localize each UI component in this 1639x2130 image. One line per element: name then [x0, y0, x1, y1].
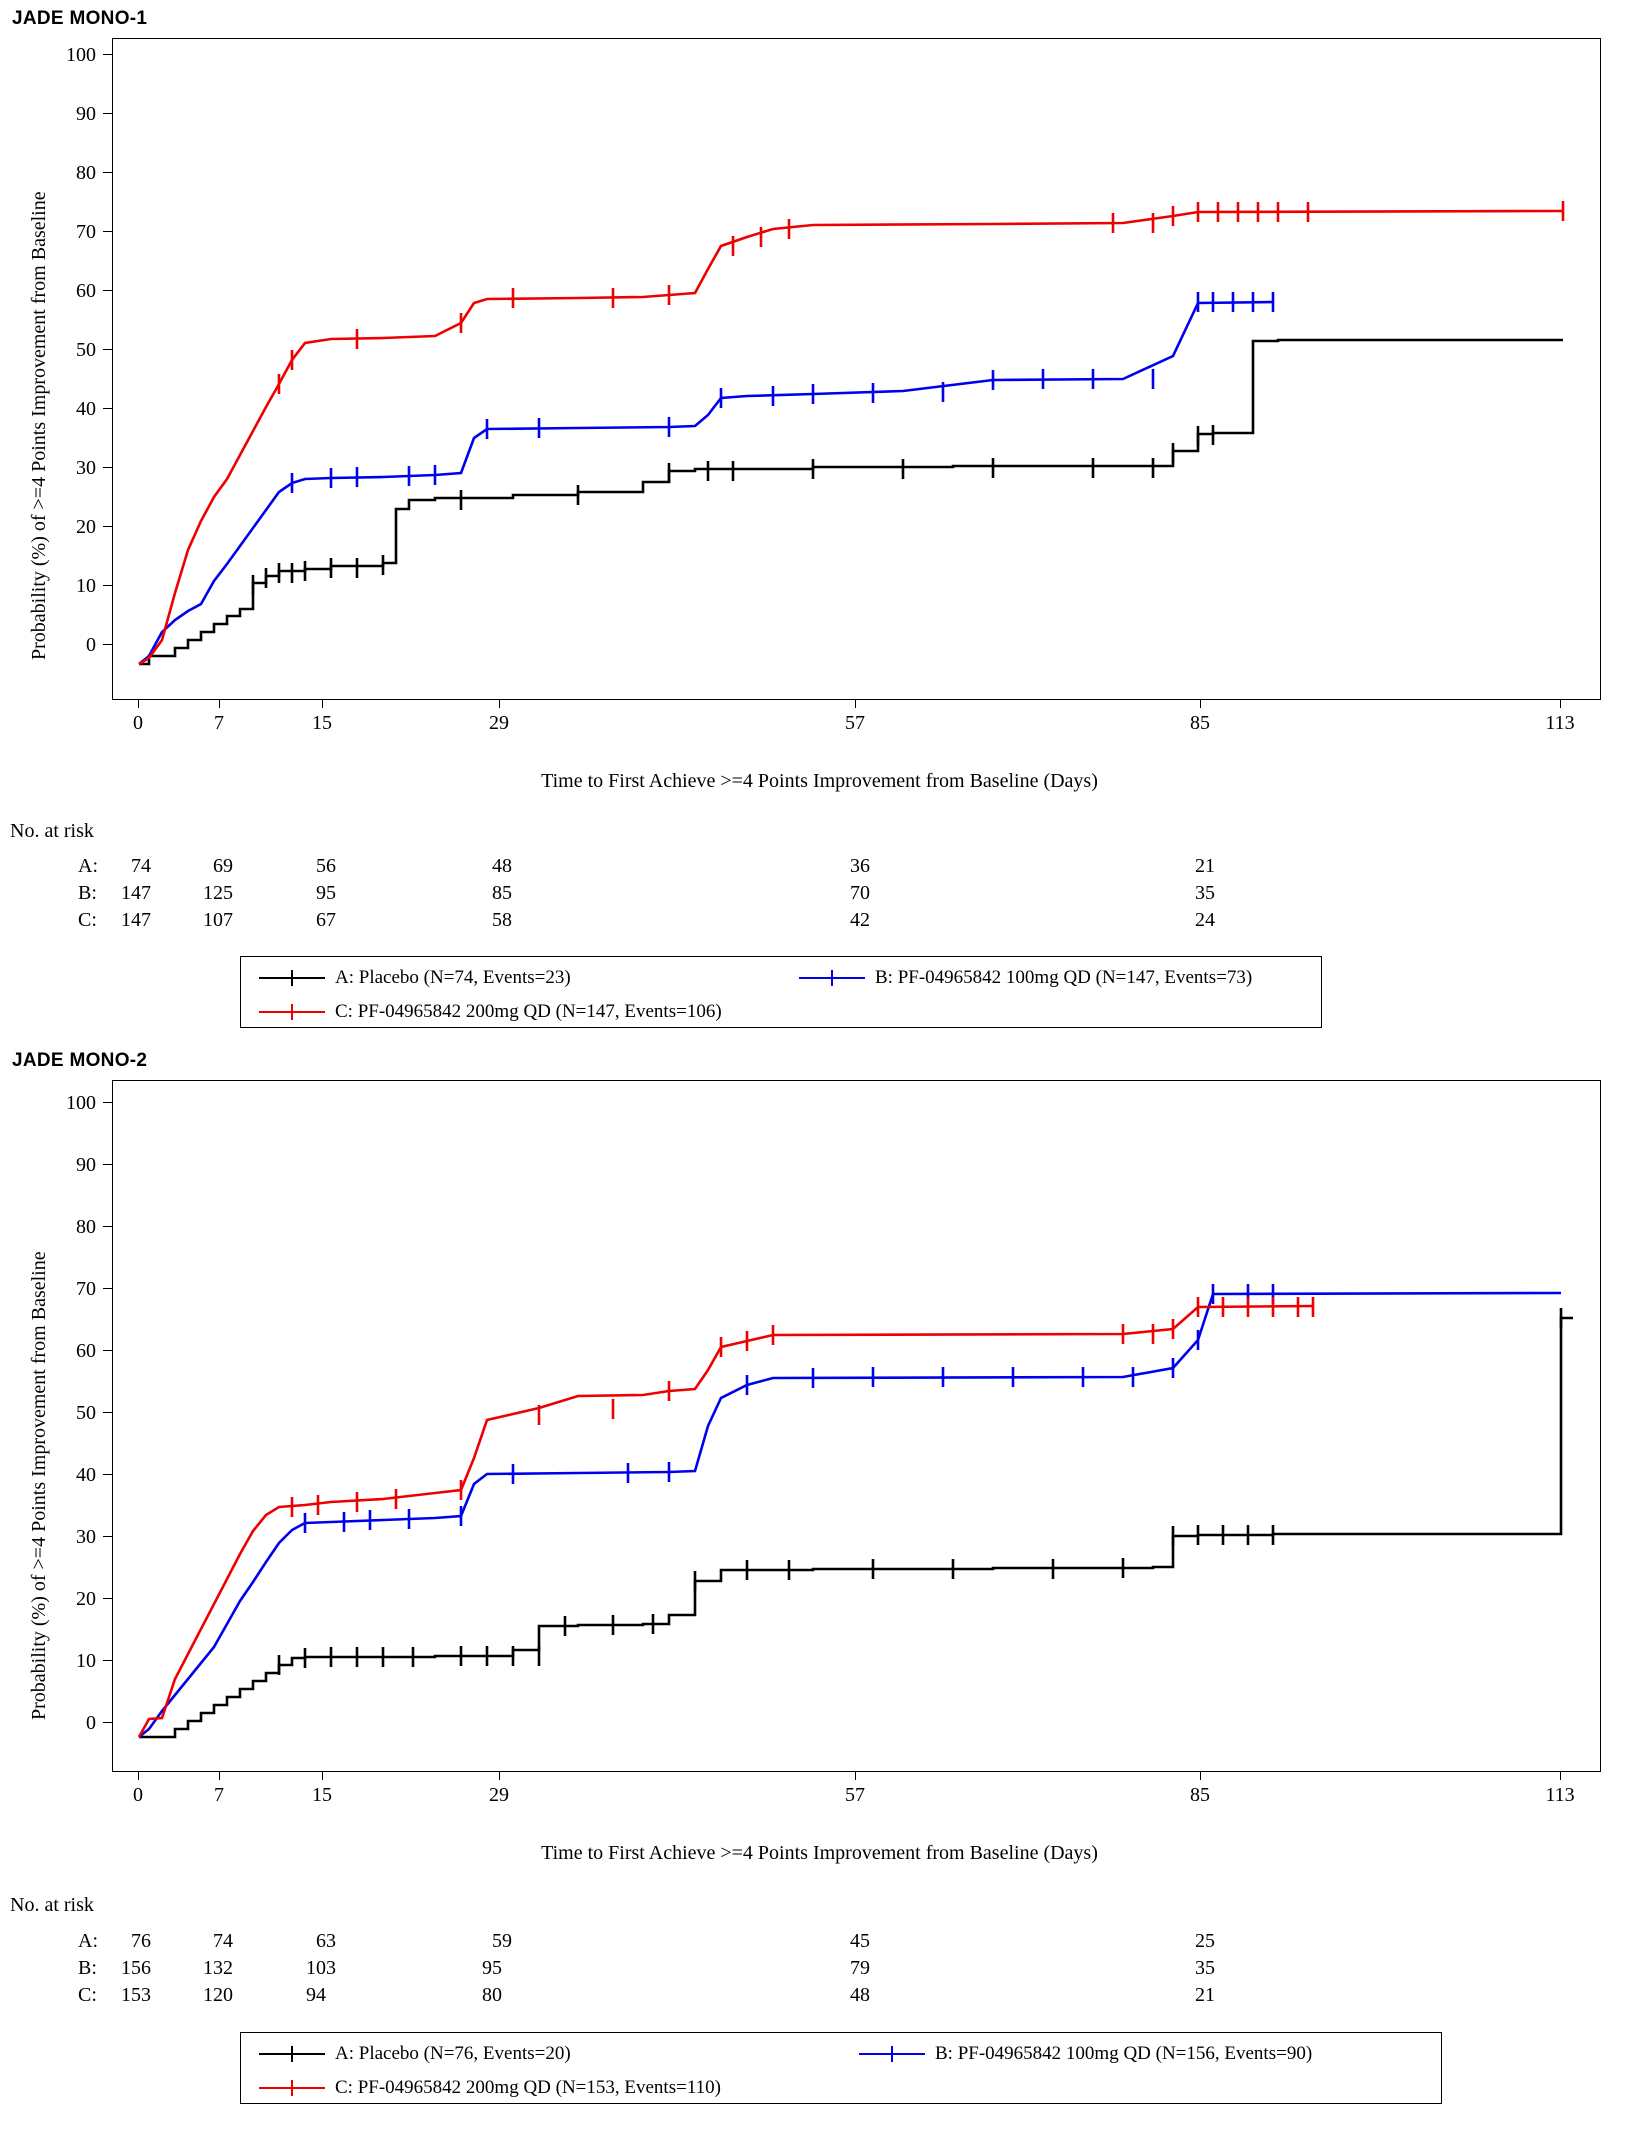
legend-item-c	[259, 1001, 722, 1023]
risk-value: 76	[131, 1930, 151, 1952]
y-tick-label: 40	[76, 1464, 96, 1486]
legend-item-a	[259, 967, 799, 989]
x-axis-label: Time to First Achieve >=4 Points Improvement from Baseline (Days)	[541, 770, 1098, 792]
y-axis-label: Probability (%) of >=4 Points Improvement from Baseline	[28, 1251, 50, 1720]
y-tick-label: 80	[76, 1216, 96, 1238]
risk-row-label: B:	[78, 882, 97, 904]
survival-curves-2	[113, 1081, 1598, 1769]
risk-value: 58	[492, 909, 512, 931]
risk-value: 95	[316, 882, 336, 904]
x-tick-label: 113	[1545, 712, 1575, 734]
y-tick-label: 60	[76, 280, 96, 302]
x-tick-label: 15	[312, 712, 332, 734]
y-tick-label: 70	[76, 1278, 96, 1300]
risk-value: 21	[1195, 1984, 1215, 2006]
y-tick-label: 100	[66, 1092, 96, 1114]
x-tick-label: 85	[1190, 1784, 1210, 1806]
risk-value: 35	[1195, 1957, 1215, 1979]
y-tick-label: 60	[76, 1340, 96, 1362]
risk-row-label: A:	[78, 1930, 98, 1952]
y-tick-label: 90	[76, 103, 96, 125]
x-axis-label: Time to First Achieve >=4 Points Improvement from Baseline (Days)	[541, 1842, 1098, 1864]
risk-value: 59	[492, 1930, 512, 1952]
risk-value: 95	[482, 1957, 502, 1979]
x-tick-label: 7	[214, 712, 224, 734]
risk-value: 153	[121, 1984, 151, 2006]
legend-item-a	[259, 2043, 859, 2065]
risk-row-label: A:	[78, 855, 98, 877]
x-tick-label: 57	[845, 1784, 865, 1806]
risk-value: 147	[121, 882, 151, 904]
risk-value: 132	[203, 1957, 233, 1979]
panel-title: JADE MONO-1	[12, 8, 148, 29]
risk-value: 156	[121, 1957, 151, 1979]
risk-value: 45	[850, 1930, 870, 1952]
table-row	[78, 1984, 1378, 2011]
risk-value: 69	[213, 855, 233, 877]
legend-2	[240, 2032, 1442, 2104]
risk-value: 94	[306, 1984, 326, 2006]
x-tick-label: 7	[214, 1784, 224, 1806]
risk-value: 24	[1195, 909, 1215, 931]
risk-value: 125	[203, 882, 233, 904]
survival-curves-1	[113, 39, 1598, 697]
table-row	[78, 855, 1378, 882]
panel-title: JADE MONO-2	[12, 1050, 148, 1071]
x-tick-label: 0	[133, 1784, 143, 1806]
risk-value: 35	[1195, 882, 1215, 904]
legend-marker-red	[259, 1003, 325, 1021]
plot-area-2	[112, 1080, 1601, 1772]
risk-table-2	[78, 1930, 1378, 2011]
risk-row-label: C:	[78, 1984, 97, 2006]
y-tick-label: 90	[76, 1154, 96, 1176]
x-tick-label: 29	[489, 1784, 509, 1806]
legend-item-c	[259, 2077, 721, 2099]
risk-value: 103	[306, 1957, 336, 1979]
risk-value: 70	[850, 882, 870, 904]
legend-label: B: PF-04965842 100mg QD (N=156, Events=90)	[935, 2043, 1313, 2064]
risk-row-label: C:	[78, 909, 97, 931]
table-row	[78, 1930, 1378, 1957]
panel-jade-mono-1	[0, 0, 1639, 1048]
no-at-risk-title: No. at risk	[10, 820, 94, 842]
legend-marker-black	[259, 2045, 325, 2063]
risk-value: 48	[850, 1984, 870, 2006]
legend-marker-black	[259, 969, 325, 987]
table-row	[78, 909, 1378, 936]
risk-value: 42	[850, 909, 870, 931]
x-tick-label: 85	[1190, 712, 1210, 734]
y-tick-label: 10	[76, 1650, 96, 1672]
y-tick-label: 100	[66, 44, 96, 66]
y-tick-label: 20	[76, 1588, 96, 1610]
legend-label: A: Placebo (N=74, Events=23)	[335, 967, 571, 988]
y-tick-label: 80	[76, 162, 96, 184]
legend-label: B: PF-04965842 100mg QD (N=147, Events=73)	[875, 967, 1253, 988]
legend-item-b	[859, 2043, 1312, 2065]
y-tick-label: 40	[76, 398, 96, 420]
risk-table-1	[78, 855, 1378, 936]
y-tick-label: 50	[76, 339, 96, 361]
risk-value: 63	[316, 1930, 336, 1952]
risk-value: 79	[850, 1957, 870, 1979]
y-tick-label: 70	[76, 221, 96, 243]
legend-marker-blue	[859, 2045, 925, 2063]
legend-marker-blue	[799, 969, 865, 987]
x-tick-label: 0	[133, 712, 143, 734]
risk-value: 85	[492, 882, 512, 904]
y-tick-label: 0	[86, 634, 96, 656]
y-tick-label: 10	[76, 575, 96, 597]
risk-value: 74	[213, 1930, 233, 1952]
risk-value: 56	[316, 855, 336, 877]
legend-1	[240, 956, 1322, 1028]
panel-jade-mono-2	[0, 1048, 1639, 2130]
risk-value: 48	[492, 855, 512, 877]
no-at-risk-title: No. at risk	[10, 1894, 94, 1916]
x-tick-label: 15	[312, 1784, 332, 1806]
risk-value: 80	[482, 1984, 502, 2006]
x-tick-label: 113	[1545, 1784, 1575, 1806]
legend-item-b	[799, 967, 1252, 989]
x-tick-label: 29	[489, 712, 509, 734]
y-axis-label: Probability (%) of >=4 Points Improvement from Baseline	[28, 191, 50, 660]
legend-label: A: Placebo (N=76, Events=20)	[335, 2043, 571, 2064]
plot-area-1	[112, 38, 1601, 700]
risk-value: 67	[316, 909, 336, 931]
y-tick-label: 30	[76, 457, 96, 479]
risk-value: 147	[121, 909, 151, 931]
y-tick-label: 0	[86, 1712, 96, 1734]
legend-marker-red	[259, 2079, 325, 2097]
risk-value: 25	[1195, 1930, 1215, 1952]
risk-value: 107	[203, 909, 233, 931]
risk-value: 120	[203, 1984, 233, 2006]
risk-value: 21	[1195, 855, 1215, 877]
x-tick-label: 57	[845, 712, 865, 734]
risk-value: 74	[131, 855, 151, 877]
y-tick-label: 30	[76, 1526, 96, 1548]
y-tick-label: 50	[76, 1402, 96, 1424]
legend-label: C: PF-04965842 200mg QD (N=153, Events=110)	[335, 2077, 721, 2098]
table-row	[78, 882, 1378, 909]
legend-label: C: PF-04965842 200mg QD (N=147, Events=106)	[335, 1001, 722, 1022]
table-row	[78, 1957, 1378, 1984]
y-tick-label: 20	[76, 516, 96, 538]
risk-value: 36	[850, 855, 870, 877]
risk-row-label: B:	[78, 1957, 97, 1979]
